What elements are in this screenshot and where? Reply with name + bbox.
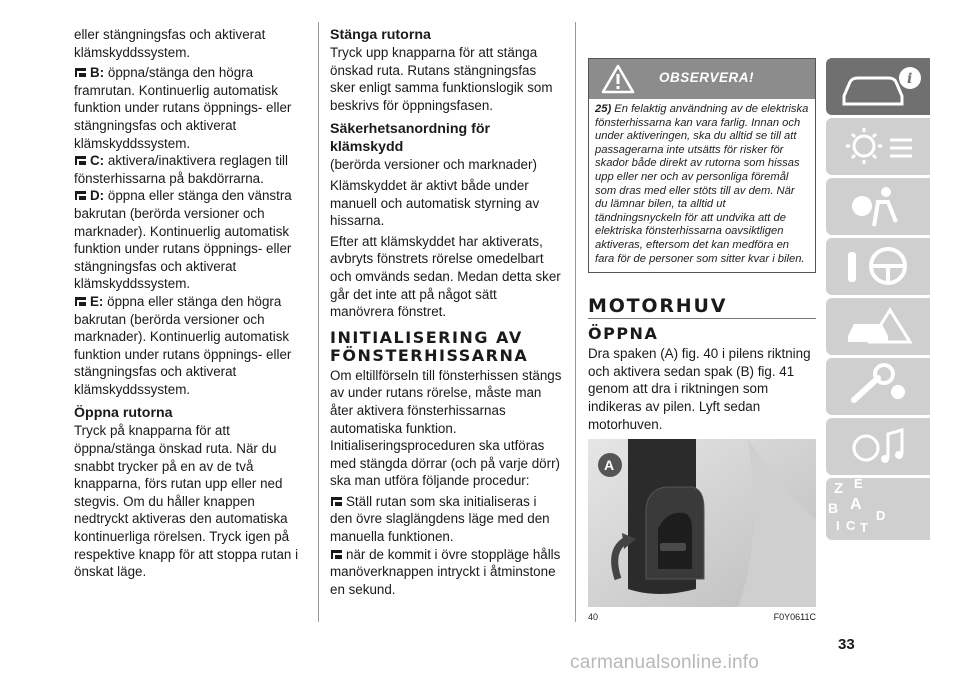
warning-triangle-icon	[601, 64, 635, 94]
column-3	[588, 26, 816, 627]
car-info-icon	[826, 58, 930, 115]
airbag-safety-icon	[826, 178, 930, 235]
warning-triangle-car-icon	[826, 298, 930, 355]
step-item: Ställ rutan som ska initialiseras i den övre slaglängdens läge med den manuella funktionen.	[330, 493, 550, 545]
heading-pinch-protection: Säkerhetsanordning för klämskydd	[330, 121, 491, 156]
music-note-icon	[826, 418, 930, 475]
heading-open-windows: Öppna rutorna	[74, 405, 173, 422]
switch-bullet-icon	[330, 549, 343, 560]
heading-hood: MOTORHUV	[588, 295, 728, 318]
index-letter: C	[846, 518, 856, 533]
tab-emergency[interactable]	[826, 298, 930, 355]
page-number: 33	[838, 636, 855, 653]
steering-wheel-icon	[826, 238, 930, 295]
column-divider	[318, 22, 319, 622]
initialisation-paragraph: Om eltillförseln till fönsterhissen stängs av under rutans rörelse, måste man åter aktivera fönsterhissarnas automatiska funktion. Initialiseringsproceduren ska utföras med stängda dörrar (och på varje dörr) ska man utföra följande procedur:	[330, 367, 562, 489]
svg-text:i: i	[907, 71, 913, 87]
figure-hood-lever	[588, 439, 816, 607]
switch-bullet-icon	[74, 155, 87, 166]
switch-bullet-icon	[74, 190, 87, 201]
figure-number: 40	[588, 612, 599, 623]
intro-paragraph: eller stängningsfas och aktiverat klämskyddssystem.	[74, 27, 266, 60]
index-letter: T	[860, 520, 868, 535]
open-windows-paragraph: Tryck på knapparna för att öppna/stänga önskad ruta. När du snabbt trycker på en av de två knapparna, förs rutan upp eller ned stegvis. Om du håller knappen nedtryckt aktiveras den automatiska kontinuerliga rörelsen. Tryck igen på respektive knapp för att stoppa rutan i önskat läge.	[74, 423, 299, 580]
switch-bullet-icon	[330, 496, 343, 507]
index-letter: I	[836, 518, 840, 533]
figure-label-a: A	[604, 457, 615, 474]
index-letter: A	[850, 496, 862, 513]
warning-text: 25) En felaktig användning av de elektriska fönsterhissarna kan vara farlig. Innan och under aktiveringen, ska du alltid se till att passagerarna inte utsätts för risker för skador både direkt av rutorna som hissas upp eller ner och av personliga föremål som dras med eller stöts till av dem. När du lämnar bilen, ta alltid ut tändningsnyckeln för att undvika att de elektriska fönsterhissarna oavsiktligen aktiveras, eftersom det kan medföra en fara för de personer som sitter kvar i bilen.	[595, 103, 809, 265]
heading-rule	[588, 318, 816, 319]
step-item: när de kommit i övre stoppläge hålls manöverknappen intryckt i åtminstone en sekund.	[330, 546, 561, 597]
list-item-d: D: öppna eller stänga den vänstra bakrutan (berörda versioner och marknader). Kontinuerlig automatisk funktion under rutans öppnings- eller stängningsfas och aktiverat klämskyddssystem.	[74, 188, 292, 292]
wrench-icon	[826, 358, 930, 415]
tab-vehicle-info[interactable]	[826, 58, 930, 115]
tab-maintenance[interactable]	[826, 358, 930, 415]
tab-index[interactable]	[826, 478, 930, 540]
dashboard-lights-icon	[826, 118, 930, 175]
pinch-paragraph-1: Klämskyddet är aktivt både under manuell och automatisk styrning av hissarna.	[330, 177, 540, 229]
column-divider	[575, 22, 576, 622]
heading-open: ÖPPNA	[588, 324, 659, 344]
index-letter: E	[854, 476, 863, 491]
pinch-paragraph-2: Efter att klämskyddet har aktiverats, avbryts fönstrets rörelse omedelbart och omvänds sedan. Medan detta sker går det inte att på något sätt manövrera fönstret.	[330, 233, 561, 320]
tab-safety[interactable]	[826, 178, 930, 235]
hood-open-paragraph: Dra spaken (A) fig. 40 i pilens riktning och aktivera sedan spak (B) fig. 41 genom att dra i riktningen som indikeras av pilen. Lyft sedan motorhuven.	[588, 346, 811, 432]
heading-initialisation: INITIALISERING AV FÖNSTERHISSARNA	[330, 327, 529, 365]
warning-header	[589, 59, 815, 99]
warning-title: OBSERVERA!	[659, 70, 755, 85]
watermark: carmanualsonline.info	[570, 652, 760, 673]
index-letter: Z	[834, 480, 844, 497]
index-letter: B	[828, 500, 839, 516]
chapter-tabs	[826, 58, 930, 543]
column-2	[330, 26, 562, 598]
tab-starting-driving[interactable]	[826, 238, 930, 295]
list-item-c: C: aktivera/inaktivera reglagen till fönsterhissarna på bakdörrarna.	[74, 153, 288, 186]
column-1	[74, 26, 306, 584]
figure-code: F0Y0611C	[773, 612, 816, 623]
switch-bullet-icon	[74, 67, 87, 78]
list-item-b: B: öppna/stänga den högra framrutan. Kontinuerlig automatisk funktion under rutans öppnings- eller stängningsfas och aktiverat klämskyddssystem.	[74, 65, 292, 151]
close-windows-paragraph: Tryck upp knapparna för att stänga önskad ruta. Rutans stängningsfas sker enligt samma funktionslogik som beskrivs för öppningsfasen.	[330, 45, 553, 113]
hood-lever-illustration	[588, 439, 816, 607]
switch-bullet-icon	[74, 296, 87, 307]
tab-dashboard[interactable]	[826, 118, 930, 175]
tab-multimedia[interactable]	[826, 418, 930, 475]
warning-box	[588, 58, 816, 273]
pinch-versions-note: (berörda versioner och marknader)	[330, 157, 537, 173]
heading-close-windows: Stänga rutorna	[330, 27, 431, 43]
index-letter: D	[876, 508, 886, 523]
figure-caption	[588, 609, 816, 627]
list-item-e: E: öppna eller stänga den högra bakrutan (berörda versioner och marknader). Kontinuerlig automatisk funktion under rutans öppnings- eller stängningsfas och aktiverat klämskyddssystem.	[74, 293, 292, 397]
